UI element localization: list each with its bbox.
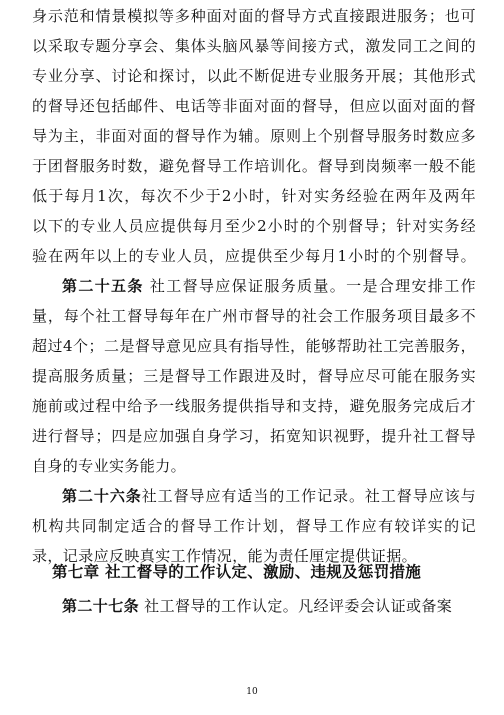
page-number: 10 <box>246 687 258 697</box>
text-line: 的督导还包括邮件、电话等非面对面的督导，但应以面对面的督 <box>32 97 476 115</box>
text-line: 施前或过程中给予一线服务提供指导和支持，避免服务完成后才 <box>32 397 476 415</box>
text-line: 社工督导的工作认定。凡经评委会认证或备案 <box>139 597 453 615</box>
article-label: 第二十五条 <box>62 277 144 295</box>
text-line: 身示范和情景模拟等多种面对面的督导方式直接跟进服务；也可 <box>32 7 476 25</box>
text-line: 验在两年以上的专业人员，应提供至少每月1小时的个别督导。 <box>32 247 476 265</box>
text-line: 提高服务质量；三是督导工作跟进及时，督导应尽可能在服务实 <box>32 367 476 385</box>
text-line: 社工督导应保证服务质量。一是合理安排工作 <box>143 277 476 295</box>
text-line: 于团督服务时数，避免督导工作培训化。督导到岗频率一般不能 <box>32 157 476 175</box>
article-label: 第二十七条 <box>62 597 140 615</box>
text-line: 自身的专业实务能力。 <box>32 457 187 475</box>
text-line: 超过4个；二是督导意见应具有指导性，能够帮助社工完善服务， <box>32 337 476 355</box>
text-line: 导为主，非面对面的督导作为辅。原则上个别督导服务时数应多 <box>32 127 476 145</box>
text-line: 机构共同制定适合的督导工作计划，督导工作应有较详实的记 <box>32 517 476 535</box>
text-line: 以下的专业人员应提供每月至少2小时的个别督导；针对实务经 <box>32 217 476 235</box>
article-label: 第二十六条 <box>62 487 142 505</box>
text-line: 量，每个社工督导每年在广州市督导的社会工作服务项目最多不 <box>32 307 476 325</box>
text-line: 社工督导应有适当的工作记录。社工督导应该与 <box>141 487 476 505</box>
chapter-heading: 第七章 社工督导的工作认定、激励、违规及惩罚措施 <box>52 563 422 581</box>
text-line: 进行督导；四是应加强自身学习，拓宽知识视野，提升社工督导 <box>32 427 476 445</box>
text-line: 低于每月1次，每次不少于2小时，针对实务经验在两年及两年 <box>32 187 476 205</box>
text-line: 专业分享、讨论和探讨，以此不断促进专业服务开展；其他形式 <box>32 67 476 85</box>
text-line: 录，记录应反映真实工作情况，能为责任厘定提供证据。 <box>32 547 418 565</box>
text-line: 以采取专题分享会、集体头脑风暴等间接方式，激发同工之间的 <box>32 37 476 55</box>
